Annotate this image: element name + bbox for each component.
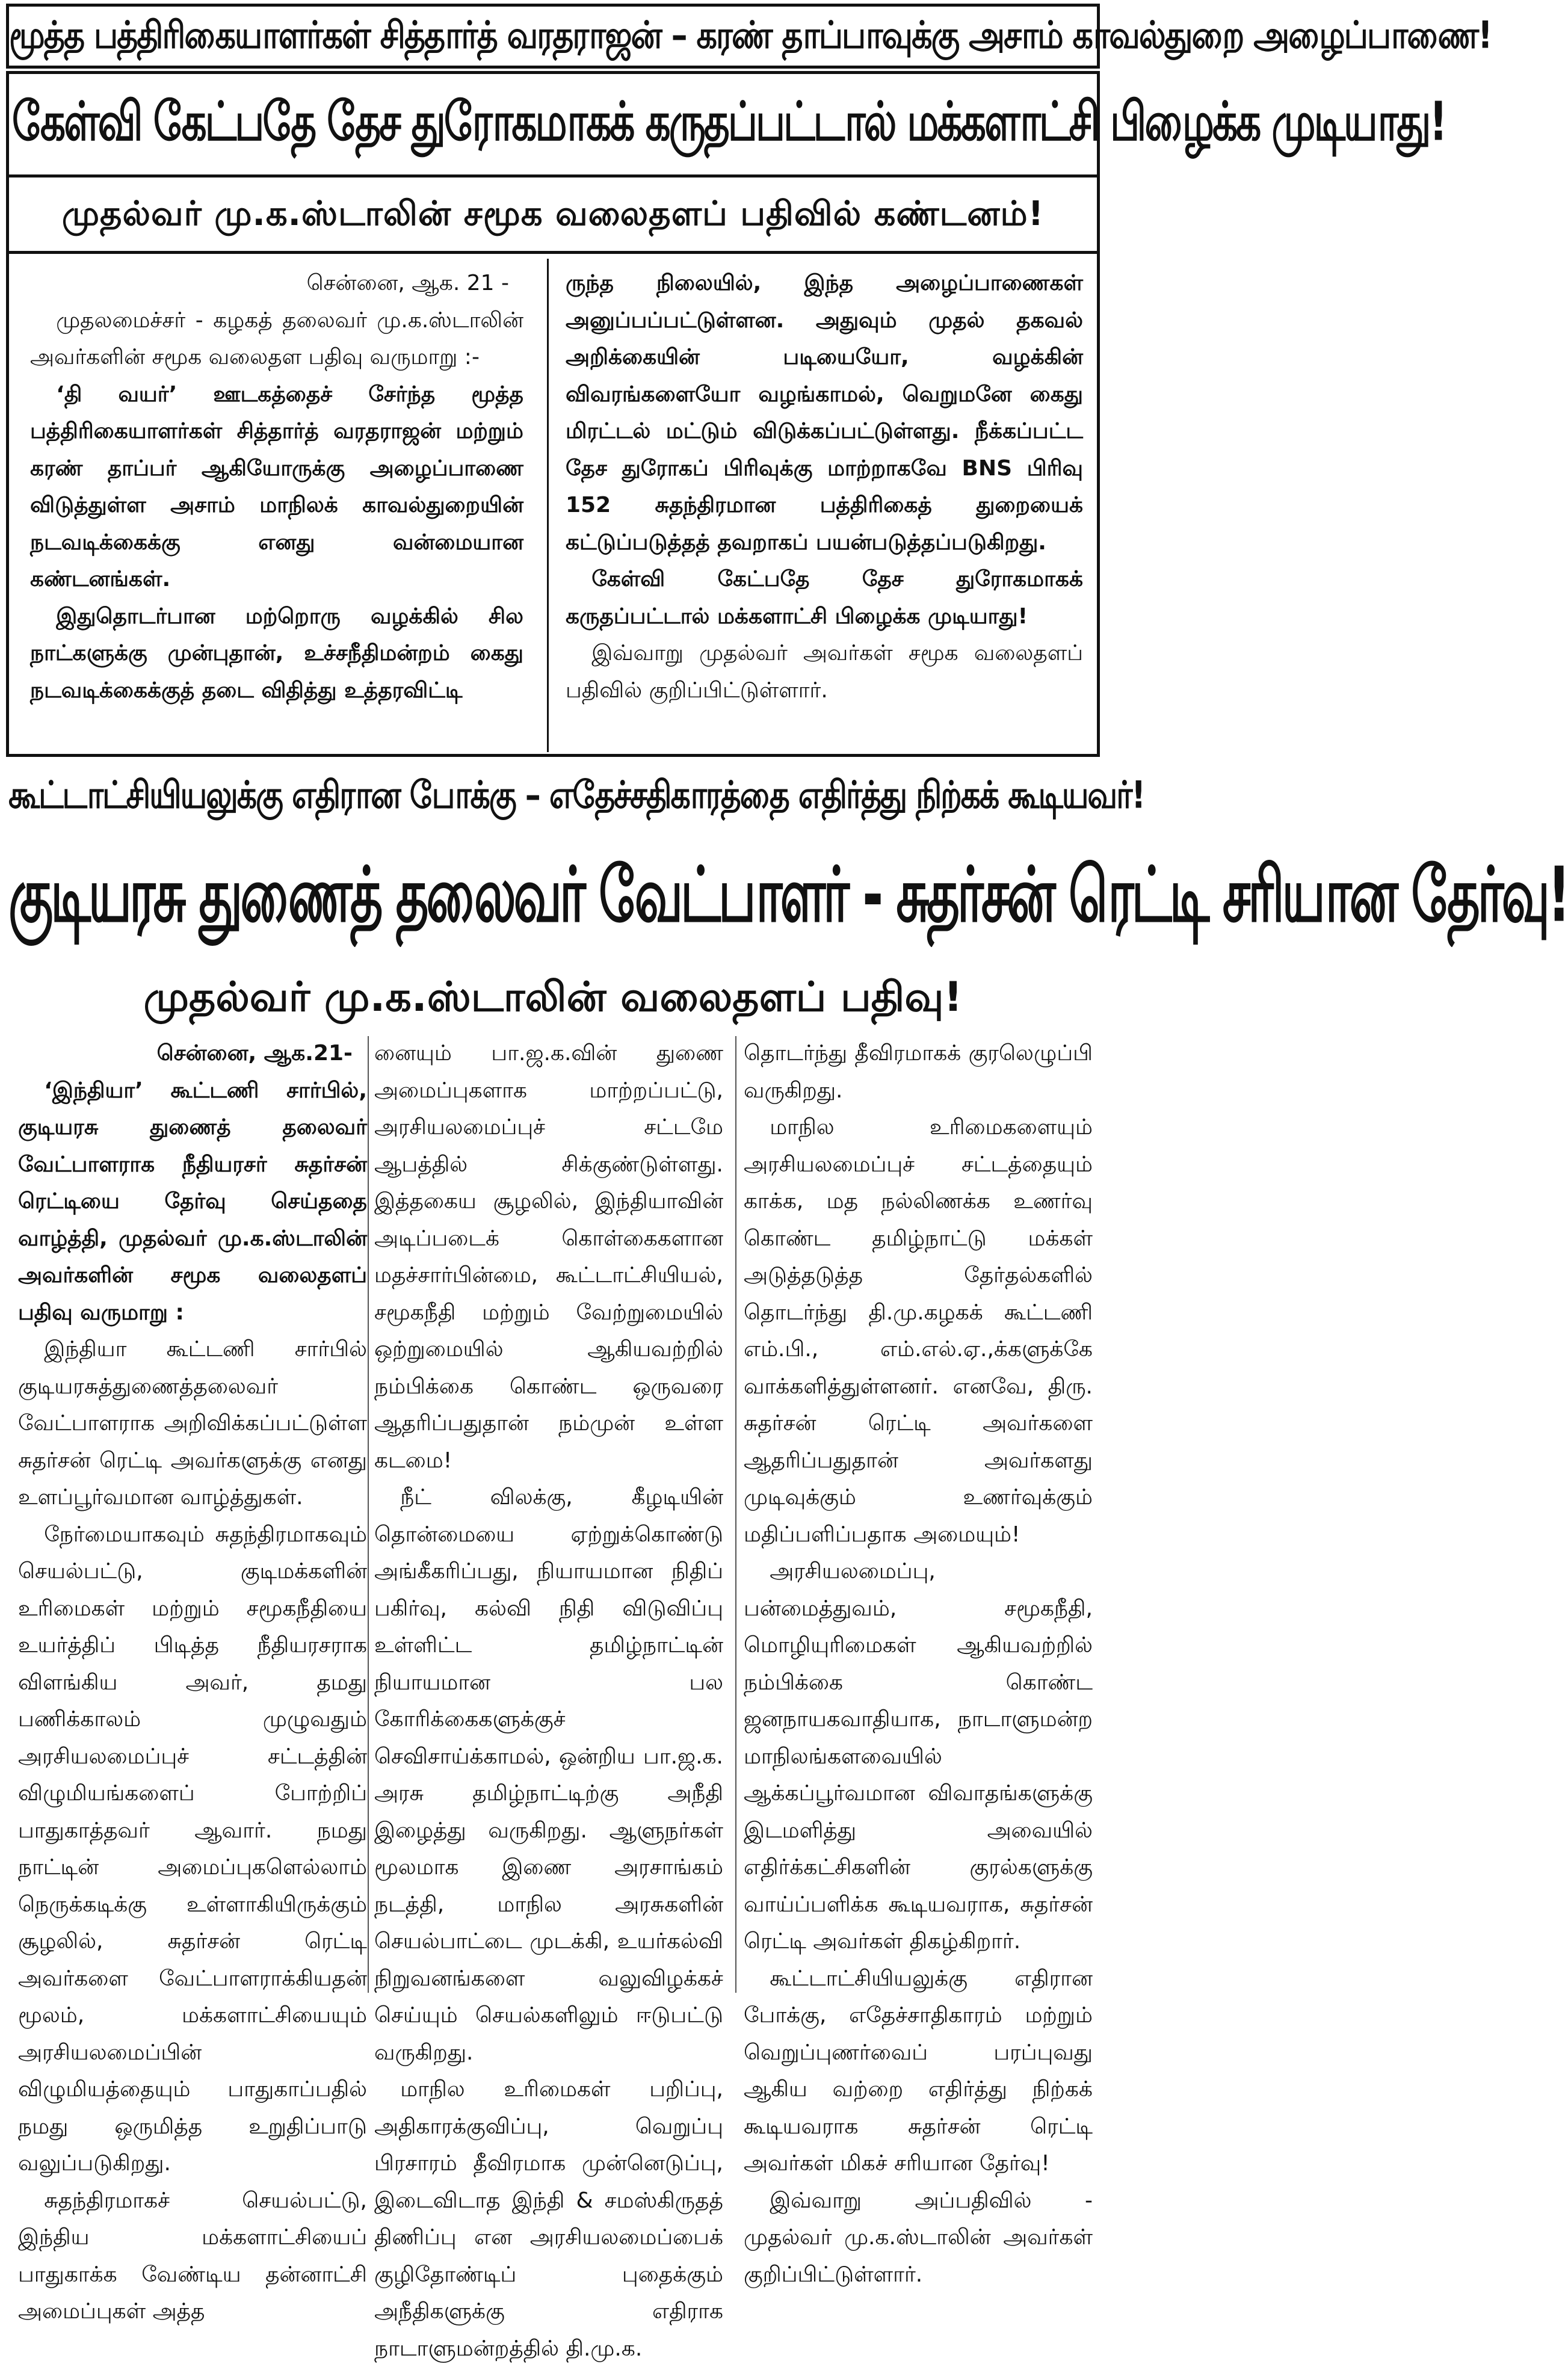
article2-paragraph: னையும் பா.ஜ.க.வின் துணை அமைப்புகளாக மாற்றப்பட்டு, அரசியலமைப்புச் சட்டமே ஆபத்தில் சிக்குண்டுள்ளது. இத்தகைய சூழலில், இந்தியாவின் அடிப்படைக் கொள்கைகளான மதச்சார்பின்மை, கூட்டாட்சியியல், சமூகநீதி மற்றும் வேற்றுமையில் ஒற்றுமையில் ஆகியவற்றில் நம்பிக்கை கொண்ட ஒருவரை ஆதரிப்பதுதான் நம்முன் உள்ள கடமை!: [374, 1041, 723, 1473]
article2-column-3: [744, 1035, 1093, 2293]
article1-paragraph: முதலமைச்சர் - கழகத் தலைவர் மு.க.ஸ்டாலின் அவர்களின் சமூக வலைதள பதிவு வருமாறு :-: [30, 307, 523, 369]
article1-paragraph: கேள்வி கேட்பதே தேச துரோகமாகக் கருதப்பட்டால் மக்களாட்சி பிழைக்க முடியாது!: [566, 567, 1083, 629]
article2-dateline: சென்னை, ஆக.21-: [156, 1041, 353, 1066]
article2-paragraph: நீட் விலக்கு, கீழடியின் தொன்மையை ஏற்றுக்கொண்டு அங்கீகரிப்பது, நியாயமான நிதிப் பகிர்வு, கல்வி நிதி விடுவிப்பு உள்ளிட்ட தமிழ்நாட்டின் நியாயமான பல கோரிக்கைகளுக்குச் செவிசாய்க்காமல், ஒன்றிய பா.ஜ.க. அரசு தமிழ்நாட்டிற்கு அநீதி இழைத்து வருகிறது. ஆளுநர்கள் மூலமாக இணை அரசாங்கம் நடத்தி, மாநில அரசுகளின் செயல்பாட்டை முடக்கி, உயர்கல்வி நிறுவனங்களை வலுவிழக்கச் செய்யும் செயல்களிலும் ஈடுபட்டு வருகிறது.: [374, 1485, 723, 2065]
article1-paragraph: ருந்த நிலையில், இந்த அழைப்பாணைகள் அனுப்பப்பட்டுள்ளன. அதுவும் முதல் தகவல் அறிக்கையின் படியையோ, வழக்கின் விவரங்களையோ வழங்காமல், வெறுமனே கைது மிரட்டல் மட்டும் விடுக்கப்பட்டுள்ளது. நீக்கப்பட்ட தேச துரோகப் பிரிவுக்கு மாற்றாகவே BNS பிரிவு 152 சுதந்திரமான பத்திரிகைத் துறையைக் கட்டுப்படுத்தத் தவறாகப் பயன்படுத்தப்படுகிறது.: [566, 271, 1083, 555]
article2-column-rule: [735, 1036, 736, 1993]
article1-headline-box: [12, 77, 1446, 167]
article2-paragraph: இவ்வாறு அப்பதிவில் - முதல்வர் மு.க.ஸ்டாலின் அவர்கள் குறிப்பிட்டுள்ளார்.: [744, 2188, 1093, 2287]
article2-subheadline-box: [8, 965, 1097, 1030]
article1-left-column: [30, 265, 523, 709]
article1-column-divider: [547, 259, 549, 752]
article1-kicker: மூத்த பத்திரிகையாளர்கள் சித்தார்த் வரதராஜன் – கரண் தாப்பாவுக்கு அசாம் காவல்துறை அழைப்பாணை!: [9, 13, 1492, 57]
article2-subheadline: முதல்வர் மு.க.ஸ்டாலின் வலைதளப் பதிவு!: [143, 974, 963, 1021]
article2-column-rule: [368, 1036, 369, 1993]
article2-paragraph: தொடர்ந்து தீவிரமாகக் குரலெழுப்பி வருகிறது.: [744, 1041, 1093, 1103]
article2-paragraph: இந்தியா கூட்டணி சார்பில் குடியரசுத்துணைத்தலைவர் வேட்பாளராக அறிவிக்கப்பட்டுள்ள சுதர்சன் ரெட்டி அவர்களுக்கு எனது உளப்பூர்வமான வாழ்த்துகள்.: [18, 1337, 367, 1510]
article2-kicker: கூட்டாட்சியியலுக்கு எதிரான போக்கு – எதேச்சதிகாரத்தை எதிர்த்து நிற்கக் கூடியவர்!: [8, 774, 1145, 817]
article2-paragraph: கூட்டாட்சியியலுக்கு எதிரான போக்கு, எதேச்சாதிகாரம் மற்றும் வெறுப்புணர்வைப் பரப்புவது ஆகிய வற்றை எதிர்த்து நிற்கக் கூடியவராக சுதர்சன் ரெட்டி அவர்கள் மிகச் சரியான தேர்வு!: [744, 1966, 1093, 2176]
article2-paragraph: சுதந்திரமாகச் செயல்பட்டு, இந்திய மக்களாட்சியைப் பாதுகாக்க வேண்டிய தன்னாட்சி அமைப்புகள் அத்த: [18, 2188, 367, 2324]
article1-paragraph: இதுதொடர்பான மற்றொரு வழக்கில் சில நாட்களுக்கு முன்புதான், உச்சநீதிமன்றம் கைது நடவடிக்கைக்குத் தடை விதித்து உத்தரவிட்டி: [30, 603, 523, 703]
article1-subheadline-box: [6, 174, 1100, 254]
article1-headline: கேள்வி கேட்பதே தேச துரோகமாகக் கருதப்பட்டால் மக்களாட்சி பிழைக்க முடியாது!: [12, 90, 1446, 153]
article1-paragraph: இவ்வாறு முதல்வர் அவர்கள் சமூக வலைதளப் பதிவில் குறிப்பிட்டுள்ளார்.: [566, 641, 1083, 703]
article2-column-1: [18, 1035, 367, 2330]
article2-paragraph: அரசியலமைப்பு, பன்மைத்துவம், சமூகநீதி, மொழியுரிமைகள் ஆகியவற்றில் நம்பிக்கை கொண்ட ஜனநாயகவாதியாக, நாடாளுமன்ற மாநிலங்களவையில் ஆக்கப்பூர்வமான விவாதங்களுக்கு இடமளித்து அவையில் எதிர்க்கட்சிகளின் குரல்களுக்கு வாய்ப்பளிக்க கூடியவராக, சுதர்சன் ரெட்டி அவர்கள் திகழ்கிறார்.: [744, 1559, 1093, 1954]
article2-headline-box: [8, 832, 1568, 958]
article2-lead: ‘இந்தியா’ கூட்டணி சார்பில், குடியரசு துணைத் தலைவர் வேட்பாளராக நீதியரசர் சுதர்சன் ரெட்டியை தேர்வு செய்ததை வாழ்த்தி, முதல்வர் மு.க.ஸ்டாலின் அவர்களின் சமூக வலைதளப் பதிவு வருமாறு :: [18, 1078, 367, 1325]
article1-paragraph: ‘தி வயர்’ ஊடகத்தைச் சேர்ந்த மூத்த பத்திரிகையாளர்கள் சித்தார்த் வரதராஜன் மற்றும் கரண் தாப்பர் ஆகியோருக்கு அழைப்பாணை விடுத்துள்ள அசாம் மாநிலக் காவல்துறையின் நடவடிக்கைக்கு எனது வன்மையான கண்டனங்கள்.: [30, 381, 523, 591]
article1-kicker-box: [6, 4, 1492, 69]
article1-dateline: சென்னை, ஆக. 21 -: [306, 271, 509, 295]
article1-subheadline: முதல்வர் மு.க.ஸ்டாலின் சமூக வலைதளப் பதிவில் கண்டனம்!: [61, 194, 1045, 233]
article2-headline: குடியரசு துணைத் தலைவர் வேட்பாளர் - சுதர்சன் ரெட்டி சரியான தேர்வு!: [8, 850, 1568, 939]
article2-paragraph: நேர்மையாகவும் சுதந்திரமாகவும் செயல்பட்டு, குடிமக்களின் உரிமைகள் மற்றும் சமூகநீதியை உயர்த்திப் பிடித்த நீதியரசராக விளங்கிய அவர், தமது பணிக்காலம் முழுவதும் அரசியலமைப்புச் சட்டத்தின் விழுமியங்களைப் போற்றிப் பாதுகாத்தவர் ஆவார். நமது நாட்டின் அமைப்புகளெல்லாம் நெருக்கடிக்கு உள்ளாகியிருக்கும் சூழலில், சுதர்சன் ரெட்டி அவர்களை வேட்பாளராக்கியதன் மூலம், மக்களாட்சியையும் அரசியலமைப்பின் விழுமியத்தையும் பாதுகாப்பதில் நமது ஒருமித்த உறுதிப்பாடு வலுப்படுகிறது.: [18, 1522, 367, 2176]
article2-paragraph: மாநில உரிமைகளையும் அரசியலமைப்புச் சட்டத்தையும் காக்க, மத நல்லிணக்க உணர்வு கொண்ட தமிழ்நாட்டு மக்கள் அடுத்தடுத்த தேர்தல்களில் தொடர்ந்து தி.மு.கழகக் கூட்டணி எம்.பி., எம்.எல்.ஏ.,க்களுக்கே வாக்களித்துள்ளனர். எனவே, திரு. சுதர்சன் ரெட்டி அவர்களை ஆதரிப்பதுதான் அவர்களது முடிவுக்கும் உணர்வுக்கும் மதிப்பளிப்பதாக அமையும்!: [744, 1115, 1093, 1547]
article2-paragraph: மாநில உரிமைகள் பறிப்பு, அதிகாரக்குவிப்பு, வெறுப்பு பிரசாரம் தீவிரமாக முன்னெடுப்பு, இடைவிடாத இந்தி & சமஸ்கிருதத் திணிப்பு என அரசியலமைப்பைக் குழிதோண்டிப் புதைக்கும் அநீதிகளுக்கு எதிராக நாடாளுமன்றத்தில் தி.மு.க.: [374, 2077, 723, 2361]
article1-right-column: [566, 265, 1083, 709]
article2-column-2: [374, 1035, 723, 2367]
